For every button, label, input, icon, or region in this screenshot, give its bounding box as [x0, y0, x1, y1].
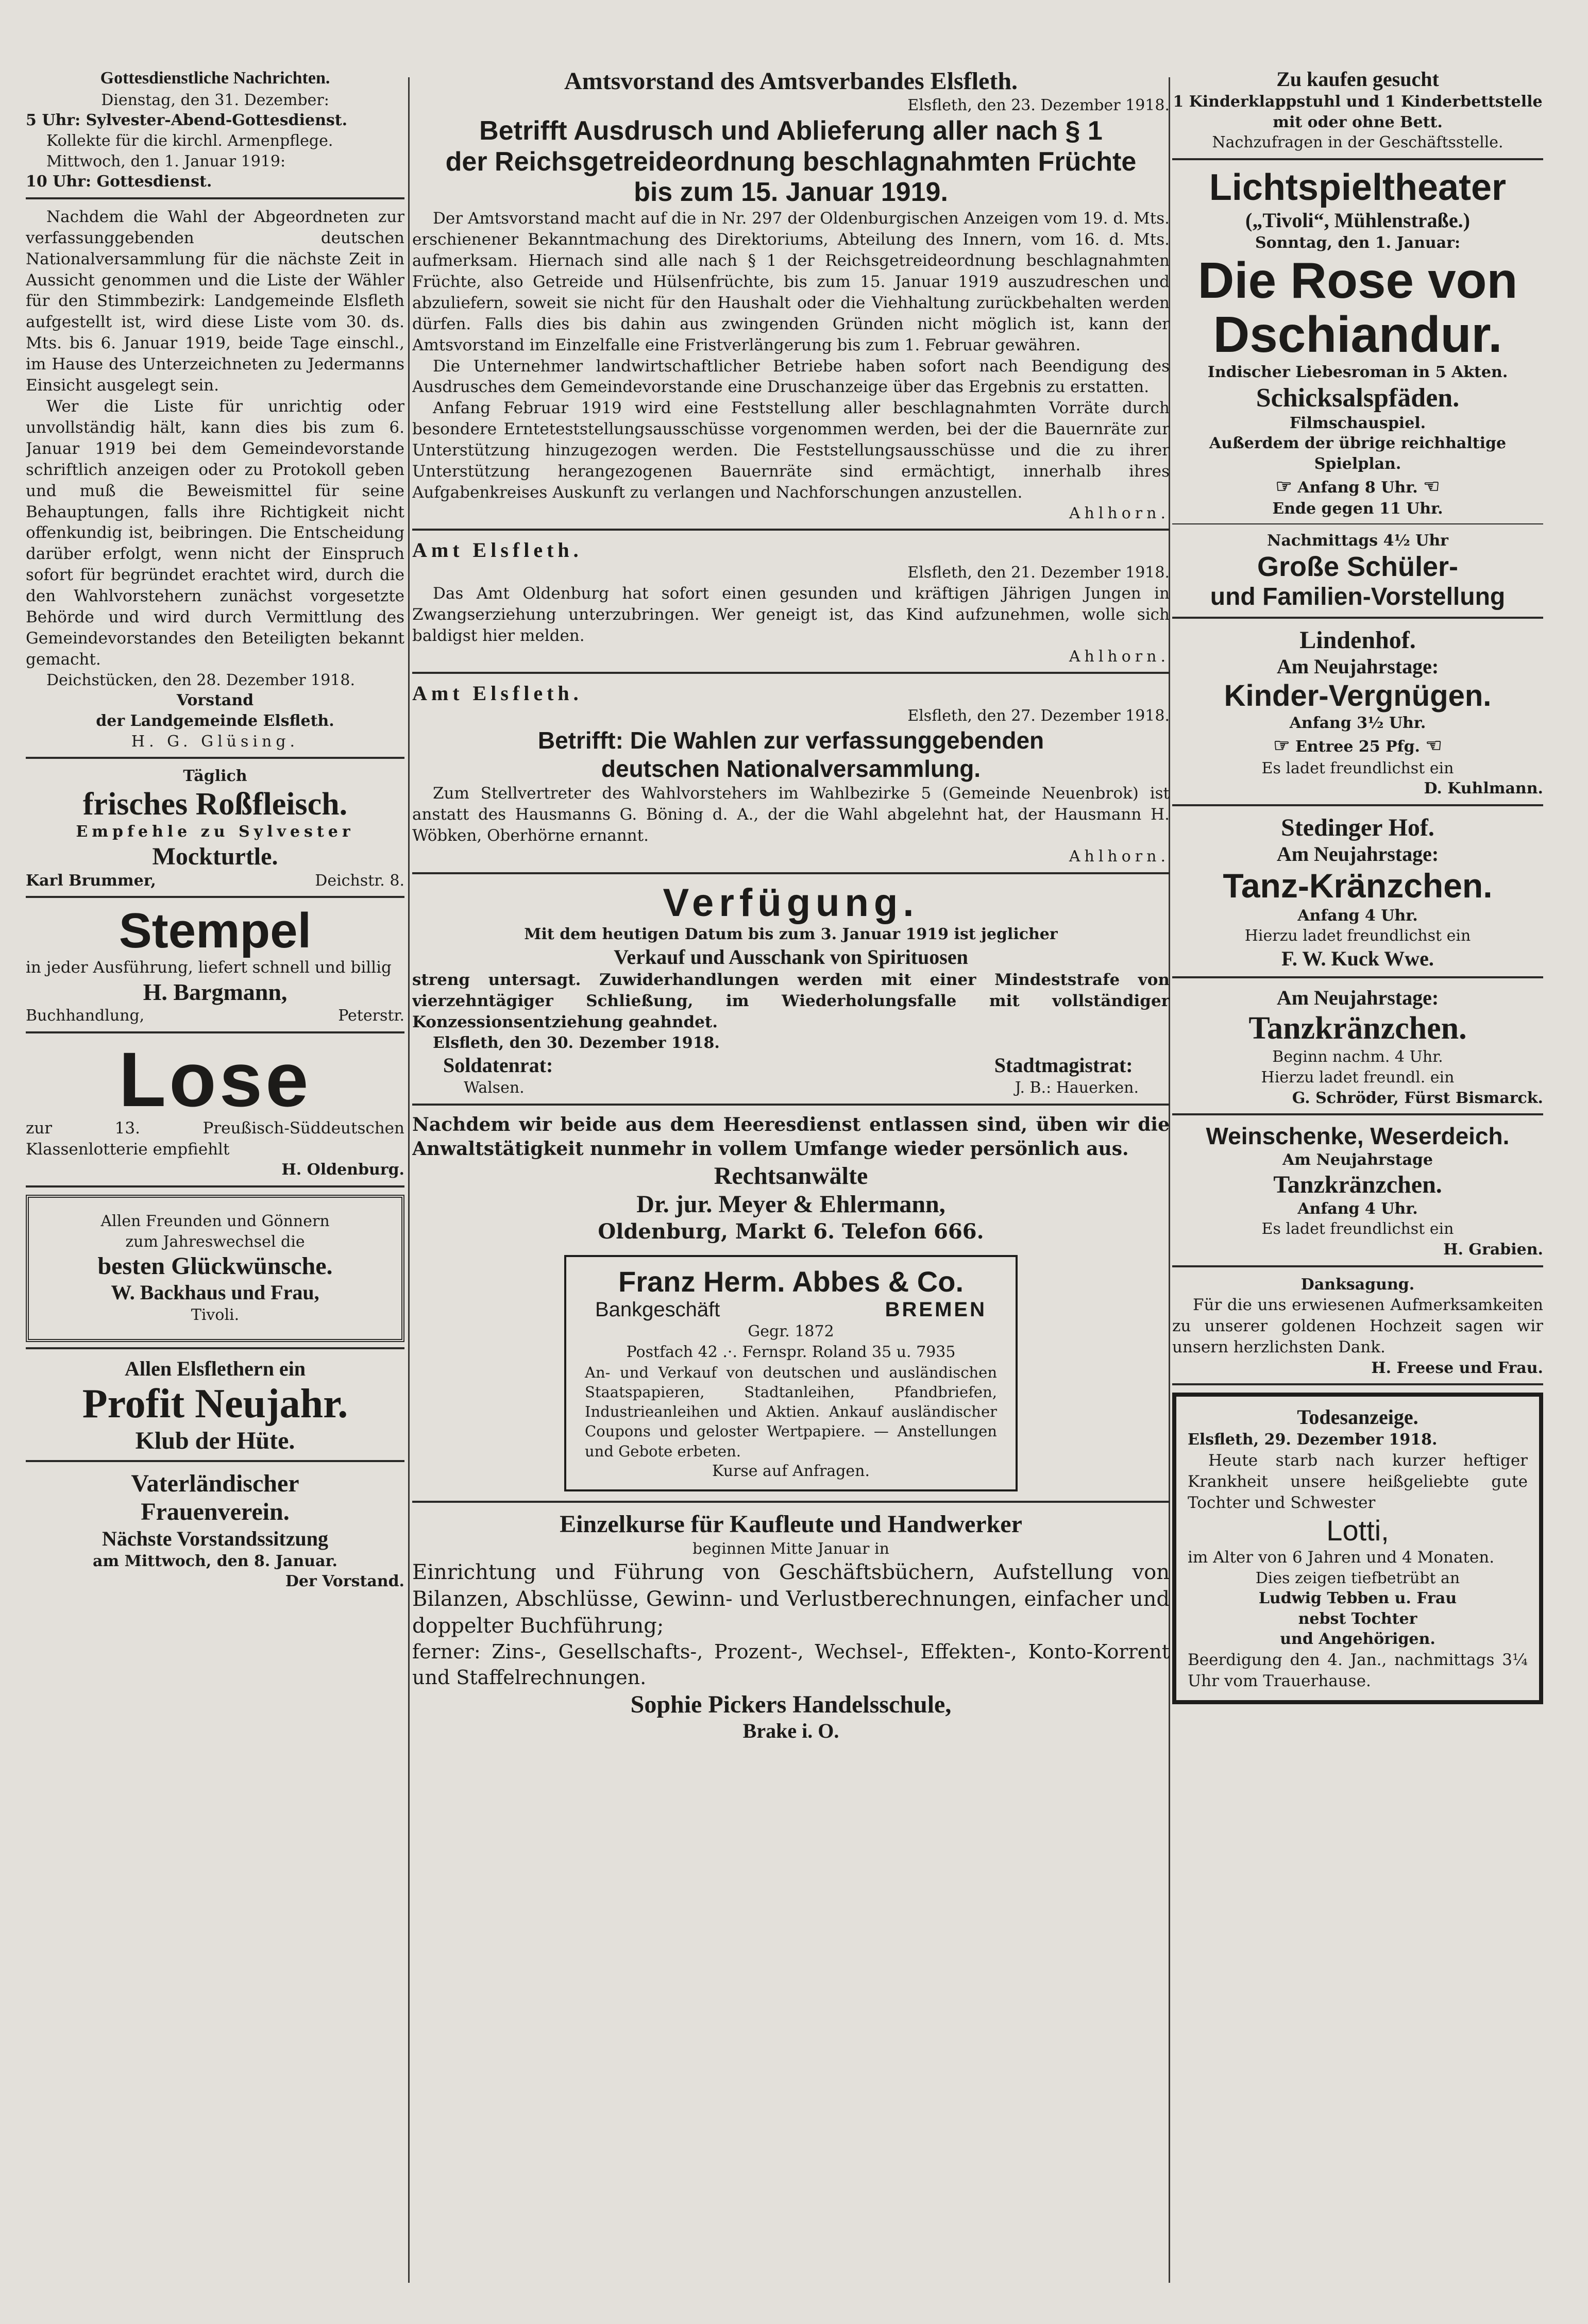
ad-title: und Familien-Vorstellung — [1210, 583, 1506, 611]
heading: Gottesdienstliche Nachrichten. — [100, 69, 330, 88]
text-line: zum Jahreswechsel die — [125, 1232, 305, 1251]
paragraph: Wer die Liste für unrichtig oder unvollständig hält, kann dies bis zum 6. Januar 1919 bei dem Gemeindevorstande schriftlich anzeigen oder zu Protokoll geben und muß die Beweismittel für seine Behauptungen, falls ihre Richtigkeit nicht offenkundig ist, beibringen. Die Entscheidung darüber erfolgt, wenn nicht der Einspruch sofort für begründet erachtet wird, durch die den Wahlvorstehern zunächst vorgesetzte Behörde und wird durch Vermittlung des Gemeindevorstandes den Beteiligten bekannt gemacht. — [26, 397, 404, 669]
divider — [1172, 617, 1543, 619]
text-line: Kollekte für die kirchl. Armenpflege. — [46, 132, 333, 150]
paragraph: Nachdem wir beide aus dem Heeresdienst entlassen sind, üben wir die Anwaltstätigkeit nunmehr in vollem Umfange wieder persönlich aus. — [412, 1113, 1170, 1160]
text-line: Entree 25 Pfg. — [1295, 738, 1421, 756]
paragraph: im Alter von 6 Jahren und 4 Monaten. — [1188, 1548, 1495, 1567]
signature: Ahlhorn. — [1069, 847, 1170, 866]
address: Deichstr. 8. — [315, 871, 404, 890]
column-rule — [408, 77, 410, 2283]
text-line: am Mittwoch, den 8. Januar. — [92, 1552, 338, 1570]
text-line: Nachzufragen in der Geschäftsstelle. — [1212, 133, 1503, 152]
ad-title: Vaterländischer — [131, 1470, 299, 1498]
text-line: BREMEN — [885, 1298, 987, 1321]
divider — [26, 1347, 404, 1349]
text-line: Am Neujahrstage: — [1276, 986, 1439, 1010]
ad-title: Profit Neujahr. — [82, 1381, 348, 1427]
text-line: Allen Elsflethern ein — [124, 1356, 306, 1380]
date-line: Deichstücken, den 28. Dezember 1918. — [46, 671, 356, 689]
divider — [412, 1501, 1170, 1503]
text-line: Mittwoch, den 1. Januar 1919: — [46, 152, 286, 171]
text-line: Außerdem der übrige reichhaltige Spielplan. — [1209, 434, 1507, 473]
text-line: Beginn nachm. 4 Uhr. — [1272, 1048, 1443, 1066]
text-line: („Tivoli“, Mühlenstraße.) — [1245, 208, 1470, 232]
ad-rechtsanwaelte — [412, 1113, 1170, 1246]
address: Oldenburg, Markt 6. Telefon 666. — [598, 1219, 984, 1244]
text-line: Dienstag, den 31. Dezember: — [101, 91, 329, 109]
notice-amt-elsfleth-2 — [412, 681, 1170, 867]
ad-zu-kaufen — [1172, 67, 1543, 153]
divider — [412, 529, 1170, 531]
ad-title: Franz Herm. Abbes & Co. — [618, 1265, 964, 1298]
pointing-hand-icon: ☜ — [1423, 475, 1440, 497]
text-line: Am Neujahrstage: — [1276, 654, 1439, 678]
ad-title: Rechtsanwälte — [714, 1162, 868, 1190]
date-line: Elsfleth, den 23. Dezember 1918. — [907, 96, 1170, 115]
signature: J. B.: Hauerken. — [1015, 1079, 1139, 1097]
name: Lotti, — [1326, 1514, 1389, 1547]
pointing-hand-icon: ☜ — [1425, 735, 1442, 757]
notice-header: Amtsvorstand des Amtsverbandes Elsfleth. — [564, 67, 1018, 95]
name: H. Grabien. — [1443, 1240, 1543, 1259]
address: Brake i. O. — [742, 1719, 839, 1743]
paragraph: Nachdem die Wahl der Abgeordneten zur verfassunggebenden deutschen Nationalversammlung für die nächste Zeit in Aussicht genommen und die Liste der Wähler für den Stimmbezirk: Landgemeinde Elsfleth aufgestellt ist, wird diese Liste vom 30. ds. Mts. bis 6. Januar 1919, beide Tage einschl., im Hause des Unterzeichneten zu Jedermanns Einsicht ausgelegt sein. — [26, 207, 404, 395]
divider — [1172, 1113, 1543, 1115]
column-middle — [412, 67, 1170, 2293]
text-line: Am Neujahrstage — [1282, 1150, 1433, 1169]
divider — [26, 1185, 404, 1188]
text-line: Täglich — [183, 767, 247, 786]
text-line: Mit dem heutigen Datum bis zum 3. Januar 1919 ist jeglicher — [524, 925, 1058, 944]
name: Dr. jur. Meyer & Ehlermann, — [636, 1190, 945, 1218]
signature: Walsen. — [464, 1079, 525, 1097]
signature: Ahlhorn. — [1069, 504, 1170, 522]
notice-headline: Betrifft Ausdrusch und Ablieferung aller nach § 1 — [479, 115, 1103, 146]
paragraph: Beerdigung den 4. Jan., nachmittags 3¼ Uhr vom Trauerhause. — [1188, 1651, 1528, 1690]
name: nebst Tochter — [1298, 1609, 1417, 1628]
ad-title: Todesanzeige. — [1297, 1405, 1418, 1429]
text-line: Tivoli. — [191, 1306, 240, 1325]
pointing-hand-icon: ☞ — [1273, 735, 1290, 757]
ad-title: Stedinger Hof. — [1281, 813, 1434, 841]
divider — [1172, 158, 1543, 160]
text-line: Anfang 4 Uhr. — [1297, 906, 1418, 925]
signature: Ahlhorn. — [1069, 647, 1170, 666]
text-line: Es ladet freundlichst ein — [1261, 759, 1454, 777]
divider — [1172, 1265, 1543, 1267]
paragraph: Das Amt Oldenburg hat sofort einen gesunden und kräftigen Jährigen Jungen in Zwangserziehung unterzubringen. Wer geneigt ist, das Kind aufzunehmen, wolle sich baldigst hier melden. — [412, 584, 1170, 645]
paragraph: Anfang Februar 1919 wird eine Feststellung aller beschlagnahmten Vorräte durch besondere Ernteteststellungsausschüsse vorgenommen werden, bei der die Bauernräte zur Unterstützung hinzugezogen werden. Die Feststellungsausschüsse und die zu ihrer Unterstützung herangezogenen Bauernräte sind ermächtigt, innerhalb ihres Aufgabenkreises Auskunft zu verlangen und Nachforschungen anzustellen. — [412, 399, 1170, 502]
ad-title: Lichtspieltheater — [1209, 166, 1507, 208]
notice-headline: deutschen Nationalversammlung. — [601, 755, 981, 783]
text-line: beginnen Mitte Januar in — [692, 1539, 889, 1558]
text-line: Filmschauspiel. — [1289, 414, 1426, 432]
paragraph: Heute starb nach kurzer heftiger Krankheit unsere heißgeliebte gute Tochter und Schwester — [1188, 1451, 1528, 1512]
text-line: Kurse auf Anfragen. — [712, 1462, 870, 1480]
text-line: Buchhandlung, — [26, 1007, 145, 1025]
divider — [26, 1031, 404, 1033]
ad-lose — [26, 1036, 404, 1180]
text-line: Postfach 42 .·. Fernspr. Roland 35 u. 7935 — [626, 1343, 956, 1361]
paragraph: Einrichtung und Führung von Geschäftsbüchern, Aufstellung von Bilanzen, Abschlüsse, Gewinn- und Verlustberechnungen, einfacher und doppelter Buchführung; — [412, 1560, 1170, 1638]
event-title: Kinder-Vergnügen. — [1224, 678, 1492, 713]
divider — [1172, 1383, 1543, 1385]
divider — [1172, 523, 1543, 524]
film-title: Schicksalspfäden. — [1256, 383, 1460, 413]
notice-headline: Betrifft: Die Wahlen zur verfassunggebenden — [537, 726, 1044, 754]
ad-prosit-neujahr — [26, 1356, 404, 1455]
text-line: Gegr. 1872 — [748, 1322, 834, 1341]
paragraph: in jeder Ausführung, liefert schnell und billig — [26, 958, 392, 977]
text-line: Verkauf und Ausschank von Spirituosen — [614, 945, 968, 969]
ad-gottesdienst — [26, 67, 404, 192]
notice-headline: bis zum 15. Januar 1919. — [634, 177, 948, 208]
text-line: Ende gegen 11 Uhr. — [1272, 500, 1443, 518]
date-line: Elsfleth, den 27. Dezember 1918. — [907, 707, 1170, 725]
divider — [412, 872, 1170, 874]
text-line: Am Neujahrstage: — [1276, 842, 1439, 866]
text-line: Dies zeigen tiefbetrübt an — [1255, 1569, 1460, 1587]
date-line: Elsfleth, den 21. Dezember 1918. — [907, 564, 1170, 582]
name: und Angehörigen. — [1280, 1630, 1435, 1649]
event-title: Tanzkränzchen. — [1248, 1011, 1467, 1046]
date-line: Elsfleth, den 30. Dezember 1918. — [433, 1033, 720, 1052]
divider — [412, 672, 1170, 674]
text-line: Nachmittags 4½ Uhr — [1267, 531, 1448, 550]
name: G. Schröder, Fürst Bismarck. — [1292, 1089, 1543, 1107]
name: Ludwig Tebben u. Frau — [1258, 1589, 1457, 1608]
date-line: Elsfleth, 29. Dezember 1918. — [1188, 1431, 1438, 1449]
ad-title: Zu kaufen gesucht — [1276, 67, 1439, 91]
notice-amtsvorstand — [412, 67, 1170, 523]
divider — [412, 1104, 1170, 1106]
ad-glueckwuensche — [26, 1195, 404, 1342]
text-line: Es ladet freundlichst ein — [1261, 1220, 1454, 1239]
text-line: 1 Kinderklappstuhl und 1 Kinderbettstelle mit oder ohne Bett. — [1173, 93, 1543, 131]
ad-lichtspieltheater — [1172, 167, 1543, 612]
ad-bank-abbes — [564, 1255, 1018, 1492]
film-title: Die Rose von — [1197, 251, 1518, 309]
address: Peterstr. — [338, 1007, 404, 1025]
ad-title: frisches Roßfleisch. — [82, 786, 348, 822]
ad-danksagung — [1172, 1275, 1543, 1379]
text-line: Hierzu ladet freundl. ein — [1261, 1068, 1455, 1087]
paragraph: Die Unternehmer landwirtschaftlicher Betriebe haben sofort nach Beendigung des Ausdrusches dem Gemeindevorstande eine Druschanzeige über das Ergebnis zu erstatten. — [412, 357, 1170, 397]
text-line: Bankgeschäft — [595, 1298, 720, 1321]
signature-title: Soldatenrat: — [443, 1054, 553, 1077]
ad-einzelkurse — [412, 1510, 1170, 1743]
ad-rossfleisch — [26, 766, 404, 891]
text-line: Hierzu ladet freundlichst ein — [1244, 927, 1471, 945]
ad-frauenverein — [26, 1469, 404, 1592]
paragraph: Für die uns erwiesenen Aufmerksamkeiten zu unserer goldenen Hochzeit sagen wir unsern herzlichsten Dank. — [1172, 1296, 1543, 1356]
divider — [26, 197, 404, 199]
name: H. Oldenburg. — [281, 1161, 404, 1179]
text-line: Klub der Hüte. — [135, 1427, 295, 1454]
divider — [1172, 976, 1543, 978]
paragraph: Der Amtsvorstand macht auf die in Nr. 297 der Oldenburgischen Anzeigen vom 19. d. Mts. erschienener Bekanntmachung des Direktoriums, Abteilung des Innern, vom 16. d. Mts. aufmerksam. Hiernach sind alle nach § 1 der Reichsgetreideordnung beschlagnahmten Früchte, also Getreide und Hülsenfrüchte, bis zum 15. Januar 1919 auszudreschen und abzuliefern, soweit sie nicht für den Haushalt oder die Viehhaltung zurückbehalten werden dürfen. Falls dies bis dahin aus zwingenden Gründen nicht möglich ist, kann der Amtsvorstand im Einzelfalle eine Fristverlängerung bis zum 1. Februar gewähren. — [412, 209, 1170, 354]
notice-amt-elsfleth-1 — [412, 538, 1170, 667]
text-line: 10 Uhr: Gottesdienst. — [26, 173, 212, 191]
divider — [26, 1460, 404, 1462]
ad-wahlliste — [26, 207, 404, 752]
name: F. W. Kuck Wwe. — [1281, 947, 1434, 971]
paragraph: streng untersagt. Zuwiderhandlungen werden mit einer Mindeststrafe von vierzehntägiger Schließung, im Wiederholungsfalle mit vollständiger Konzessionsentziehung geahndet. — [412, 970, 1170, 1031]
ad-title: Weinschenke, Weserdeich. — [1206, 1123, 1510, 1150]
name: W. Backhaus und Frau, — [111, 1281, 319, 1304]
ad-title: Einzelkurse für Kaufleute und Handwerker — [560, 1511, 1022, 1538]
event-title: Tanz-Kränzchen. — [1223, 866, 1493, 905]
name: H. Bargmann, — [143, 979, 288, 1006]
text-line: Anfang 4 Uhr. — [1297, 1199, 1418, 1218]
notice-headline: der Reichsgetreideordnung beschlagnahmten Früchte — [445, 146, 1137, 177]
text-line: Anfang 3½ Uhr. — [1289, 714, 1426, 733]
text-line: Nächste Vorstandssitzung — [102, 1526, 328, 1550]
text-line: Anfang 8 Uhr. — [1297, 478, 1418, 497]
ad-title: besten Glückwünsche. — [97, 1252, 333, 1280]
ad-weinschenke — [1172, 1123, 1543, 1260]
signature: H. G. Glüsing. — [131, 732, 299, 751]
text-line: 5 Uhr: Sylvester-Abend-Gottesdienst. — [26, 111, 348, 130]
notice-headline: Verfügung. — [663, 880, 919, 925]
signature: Der Vorstand. — [285, 1572, 404, 1591]
pointing-hand-icon: ☞ — [1275, 475, 1292, 497]
text-line: Indischer Liebesroman in 5 Akten. — [1207, 363, 1508, 382]
name: Karl Brummer, — [26, 871, 156, 890]
event-title: Tanzkränzchen. — [1273, 1171, 1442, 1198]
name: Sophie Pickers Handelsschule, — [630, 1691, 952, 1718]
ad-title: Große Schüler- — [1257, 551, 1459, 583]
column-left — [26, 67, 404, 2293]
notice-header: Amt Elsfleth. — [412, 538, 583, 562]
text-line: Allen Freunden und Gönnern — [100, 1212, 330, 1231]
notice-verfuegung — [412, 881, 1170, 1098]
ad-title: Lose — [119, 1036, 312, 1123]
ad-lindenhof — [1172, 626, 1543, 799]
divider — [1172, 804, 1543, 806]
signature-title: Stadtmagistrat: — [994, 1054, 1133, 1077]
ad-title: Danksagung. — [1300, 1275, 1415, 1294]
divider — [26, 757, 404, 759]
ad-title: Frauenverein. — [141, 1498, 290, 1526]
date-line: Sonntag, den 1. Januar: — [1255, 233, 1461, 252]
notice-header: Amt Elsfleth. — [412, 682, 583, 705]
name: H. Freese und Frau. — [1371, 1359, 1543, 1377]
paragraph: An- und Verkauf von deutschen und ausländischen Staatspapieren, Stadtanleihen, Pfandbriefen, Industrieanleihen und Aktien. Ankauf ausländischer Coupons und geloster Wertpapiere. — Anstellungen und Gebote erbeten. — [585, 1363, 997, 1460]
paragraph: Zum Stellvertreter des Wahlvorstehers im Wahlbezirke 5 (Gemeinde Neuenbrok) ist anstatt des Hausmanns G. Böning d. A., der die Wahl abgelehnt hat, der Hausmann H. Wöbken, Oberhörne ernannt. — [412, 784, 1170, 845]
ad-stedinger-hof — [1172, 813, 1543, 971]
film-title: Dschiandur. — [1213, 306, 1502, 363]
paragraph: zur 13. Preußisch-Süddeutschen Klassenlotterie empfiehlt — [26, 1118, 404, 1159]
signature: Vorstand — [176, 691, 254, 710]
divider — [26, 896, 404, 898]
ad-stempel — [26, 905, 404, 1026]
name: D. Kuhlmann. — [1424, 779, 1543, 798]
ad-fuerst-bismarck — [1172, 986, 1543, 1108]
ad-title: Mockturtle. — [152, 842, 278, 870]
paragraph: ferner: Zins-, Gesellschafts-, Prozent-, Wechsel-, Effekten-, Konto-Korrent und Staffelrechnungen. — [412, 1640, 1170, 1689]
ad-todesanzeige — [1172, 1393, 1543, 1704]
signature: der Landgemeinde Elsfleth. — [96, 711, 334, 730]
ad-title: Lindenhof. — [1299, 626, 1416, 654]
text-line: Empfehle zu Sylvester — [76, 822, 354, 841]
column-right — [1172, 67, 1543, 2293]
ad-title: Stempel — [119, 903, 312, 959]
